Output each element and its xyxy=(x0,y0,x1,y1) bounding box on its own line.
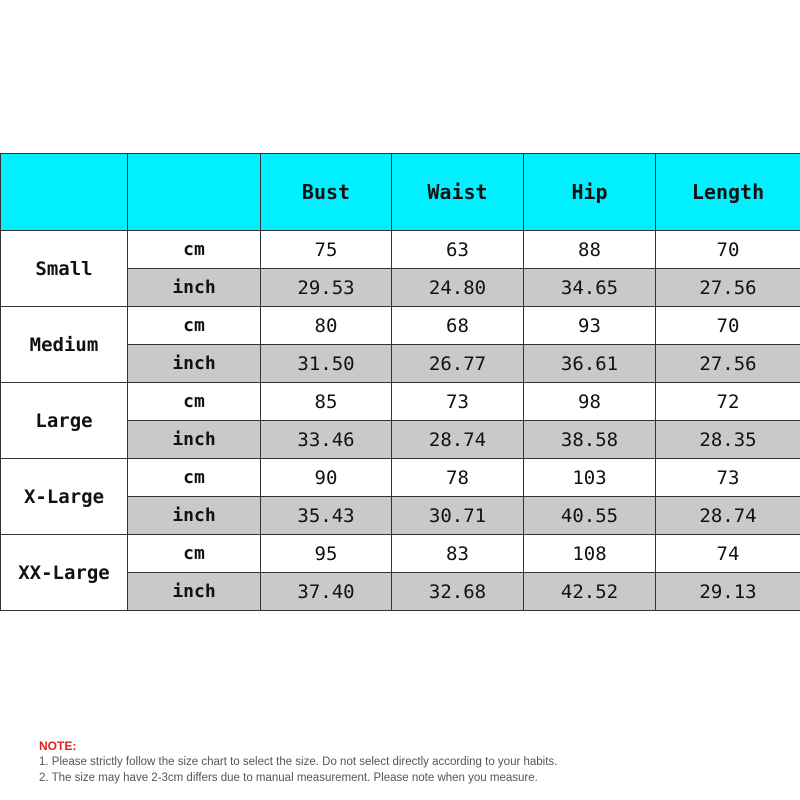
measurement-cell: 75 xyxy=(261,231,392,269)
measurement-cell: 26.77 xyxy=(392,345,524,383)
unit-label: inch xyxy=(128,497,261,535)
measurement-cell: 40.55 xyxy=(524,497,656,535)
table-body xyxy=(1,231,800,611)
header-length: Length xyxy=(656,154,800,231)
unit-label: cm xyxy=(128,383,261,421)
measurement-cell: 36.61 xyxy=(524,345,656,383)
measurement-cell: 103 xyxy=(524,459,656,497)
measurement-cell: 30.71 xyxy=(392,497,524,535)
size-chart-table xyxy=(0,153,800,611)
measurement-cell: 29.13 xyxy=(656,573,800,611)
measurement-cell: 31.50 xyxy=(261,345,392,383)
measurement-cell: 34.65 xyxy=(524,269,656,307)
table-row xyxy=(1,535,800,573)
note-section xyxy=(39,738,557,786)
measurement-cell: 95 xyxy=(261,535,392,573)
table-row xyxy=(1,307,800,345)
measurement-cell: 35.43 xyxy=(261,497,392,535)
measurement-cell: 90 xyxy=(261,459,392,497)
measurement-cell: 27.56 xyxy=(656,345,800,383)
measurement-cell: 33.46 xyxy=(261,421,392,459)
unit-label: cm xyxy=(128,535,261,573)
measurement-cell: 83 xyxy=(392,535,524,573)
header-waist: Waist xyxy=(392,154,524,231)
header-blank-unit xyxy=(128,154,261,231)
measurement-cell: 38.58 xyxy=(524,421,656,459)
header-blank-size xyxy=(1,154,128,231)
size-label: Large xyxy=(1,383,128,459)
measurement-cell: 72 xyxy=(656,383,800,421)
measurement-cell: 73 xyxy=(656,459,800,497)
header-row xyxy=(1,154,800,231)
measurement-cell: 80 xyxy=(261,307,392,345)
unit-label: cm xyxy=(128,231,261,269)
unit-label: cm xyxy=(128,307,261,345)
measurement-cell: 78 xyxy=(392,459,524,497)
measurement-cell: 37.40 xyxy=(261,573,392,611)
measurement-cell: 28.74 xyxy=(656,497,800,535)
table-row xyxy=(1,383,800,421)
note-line-2: 2. The size may have 2-3cm differs due to manual measurement. Please note when you measure. xyxy=(39,772,538,784)
measurement-cell: 68 xyxy=(392,307,524,345)
measurement-cell: 73 xyxy=(392,383,524,421)
measurement-cell: 29.53 xyxy=(261,269,392,307)
note-line-1: 1. Please strictly follow the size chart to select the size. Do not select directly according to your habits. xyxy=(39,756,558,768)
measurement-cell: 63 xyxy=(392,231,524,269)
note-title: NOTE: xyxy=(39,739,77,753)
table-row xyxy=(1,231,800,269)
table-row xyxy=(1,459,800,497)
measurement-cell: 32.68 xyxy=(392,573,524,611)
unit-label: inch xyxy=(128,345,261,383)
measurement-cell: 93 xyxy=(524,307,656,345)
measurement-cell: 98 xyxy=(524,383,656,421)
measurement-cell: 28.35 xyxy=(656,421,800,459)
measurement-cell: 27.56 xyxy=(656,269,800,307)
unit-label: inch xyxy=(128,573,261,611)
measurement-cell: 70 xyxy=(656,231,800,269)
size-label: Medium xyxy=(1,307,128,383)
header-hip: Hip xyxy=(524,154,656,231)
measurement-cell: 24.80 xyxy=(392,269,524,307)
unit-label: cm xyxy=(128,459,261,497)
measurement-cell: 85 xyxy=(261,383,392,421)
measurement-cell: 70 xyxy=(656,307,800,345)
measurement-cell: 42.52 xyxy=(524,573,656,611)
size-label: X-Large xyxy=(1,459,128,535)
size-label: Small xyxy=(1,231,128,307)
header-bust: Bust xyxy=(261,154,392,231)
measurement-cell: 108 xyxy=(524,535,656,573)
measurement-cell: 88 xyxy=(524,231,656,269)
measurement-cell: 74 xyxy=(656,535,800,573)
measurement-cell: 28.74 xyxy=(392,421,524,459)
size-label: XX-Large xyxy=(1,535,128,611)
unit-label: inch xyxy=(128,421,261,459)
unit-label: inch xyxy=(128,269,261,307)
